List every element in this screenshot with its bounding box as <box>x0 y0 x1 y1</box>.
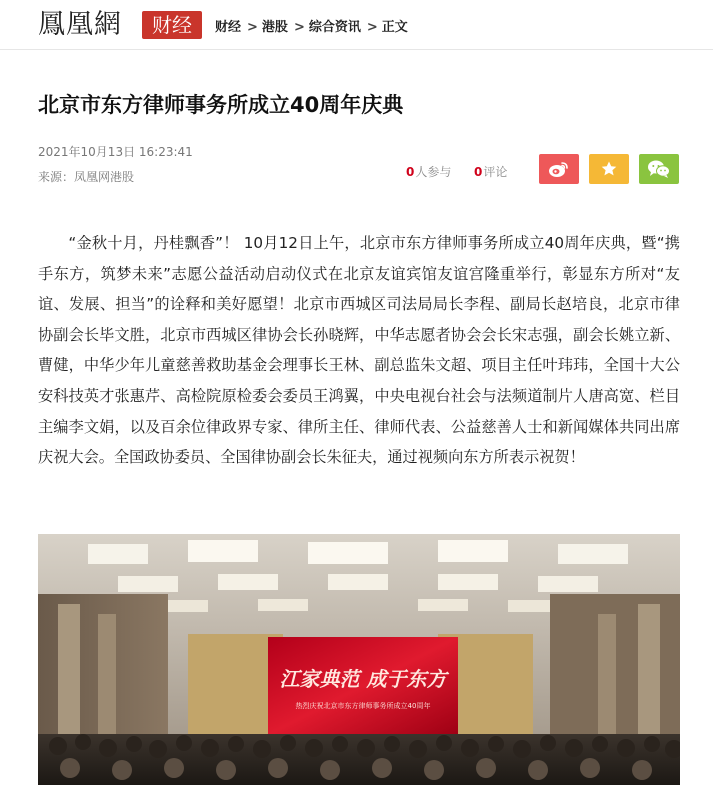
breadcrumb-separator: > <box>366 20 378 35</box>
wechat-icon <box>647 159 671 179</box>
share-weibo-button[interactable] <box>539 154 579 184</box>
site-header <box>0 0 713 50</box>
article-title: 北京市东方律师事务所成立40周年庆典 <box>38 93 404 117</box>
banner-main-text: 江家典范 成于东方 <box>279 667 447 691</box>
site-logo[interactable]: 鳳凰網 <box>38 9 122 40</box>
breadcrumb-separator: > <box>247 20 258 35</box>
article-source: 来源：凤凰网港股 <box>38 170 135 184</box>
banner-sub-text: 热烈庆祝北京市东方律师事务所成立40周年 <box>295 702 431 710</box>
article-photo <box>38 534 680 785</box>
channel-logo[interactable]: 财经 <box>142 11 202 39</box>
breadcrumb-item-news[interactable]: 综合资讯 <box>308 20 361 35</box>
star-icon <box>600 160 618 178</box>
comments-count: 0 <box>474 165 483 179</box>
article-body: “金秋十月，丹桂飘香”！ 10月12日上午，北京市东方律师事务所成立40周年庆典，暨“携手东方，筑梦未来”志愿公益活动启动仪式在北京友谊宾馆友谊宫隆重举行，彰显东方所对“友谊、发展、担当”的诠释和美好愿望！北京市西城区司法局局长李程、副局长赵培良，北京市律协副会长毕文胜，北京市西城区律协会长孙晓辉，中华志愿者协会会长宋志强，副会长姚立新、曹健，中华少年儿童慈善救助基金会理事长王林、副总监朱文超、项目主任叶玮玮，全国十大公安科技英才张惠芹、高检院原检委会委员王鸿翼，中央电视台社会与法频道制片人唐高宽、栏目主编李文娟，以及百余位律政界专家、律所主任、律师代表、公益慈善人士和新闻媒体共同出席庆祝大会。全国政协委员、全国律协副会长朱征夫，通过视频向东方所表示祝贺！ <box>38 234 680 467</box>
participants-label: 人参与 <box>415 165 452 179</box>
share-wechat-button[interactable] <box>639 154 679 184</box>
breadcrumb-item-hk-stocks[interactable]: 港股 <box>261 20 288 35</box>
favorite-button[interactable] <box>589 154 629 184</box>
participants-count: 0 <box>406 165 415 179</box>
participants-stat[interactable] <box>406 163 451 180</box>
weibo-icon <box>548 160 570 178</box>
breadcrumb-item-finance[interactable]: 财经 <box>215 20 242 35</box>
breadcrumb <box>215 16 410 35</box>
comments-stat[interactable] <box>474 163 507 180</box>
event-photo-illustration <box>38 534 680 785</box>
comments-label: 评论 <box>483 165 508 179</box>
breadcrumb-separator: > <box>293 20 305 35</box>
article-datetime: 2021年10月13日 16:23:41 <box>38 145 193 159</box>
breadcrumb-item-article: 正文 <box>381 20 408 35</box>
